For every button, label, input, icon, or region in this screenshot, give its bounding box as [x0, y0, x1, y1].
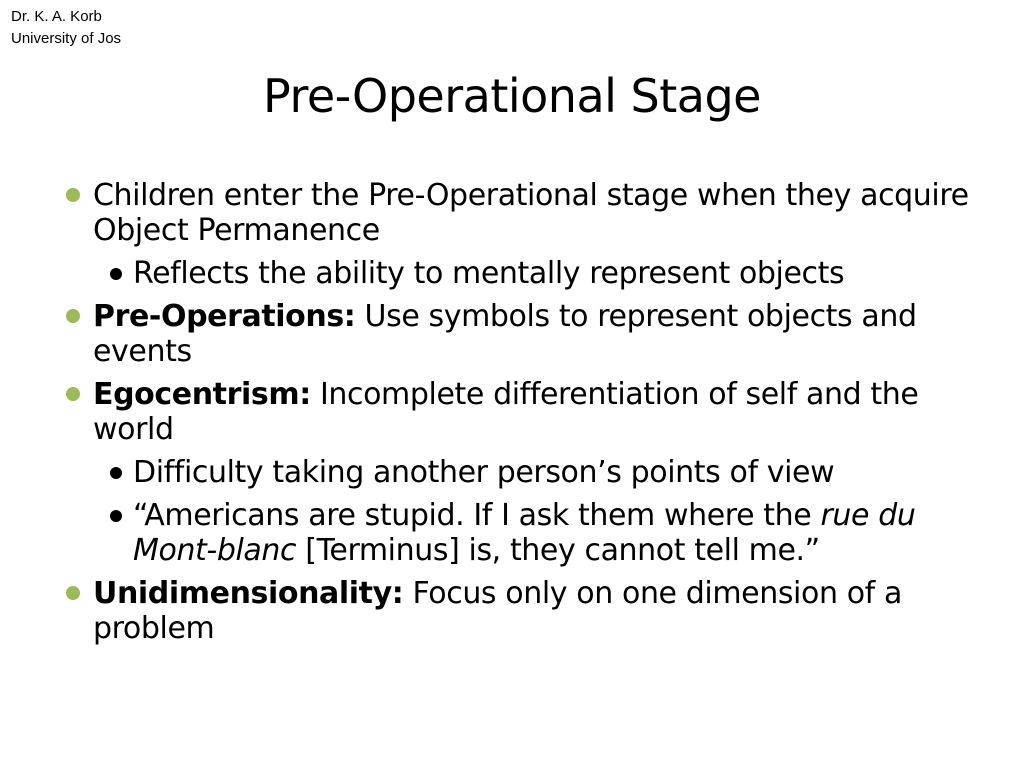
sub-bullet-item-quote [104, 498, 973, 568]
bullet-text: Use symbols to represent objects and events [93, 299, 917, 369]
quote-text-end: [Terminus] is, they cannot tell me.” [296, 533, 820, 568]
bullet-term: Pre-Operations: [93, 299, 356, 334]
black-bullet-icon [110, 510, 122, 522]
bullet-term: Egocentrism: [93, 377, 311, 412]
sub-bullet-text: Difficulty taking another person’s points of view [133, 455, 835, 490]
author-affiliation: University of Jos [11, 30, 122, 47]
quote-italic-street: rue du Mont-blanc [133, 498, 916, 568]
green-bullet-icon [66, 586, 80, 600]
bullet-list [62, 178, 982, 654]
bullet-item-object-permanence [62, 178, 982, 248]
bullet-text: Focus only on one dimension of a problem [93, 576, 902, 646]
quote-text-start: “Americans are stupid. If I ask them where the [133, 498, 821, 533]
sub-bullet-item-points-of-view [104, 455, 973, 490]
black-bullet-icon [110, 467, 122, 479]
bullet-item-pre-operations [62, 299, 982, 369]
bullet-item-unidimensionality [62, 576, 982, 646]
bullet-text: Children enter the Pre-Operational stage when they acquire Object Permanence [93, 178, 969, 248]
green-bullet-icon [66, 309, 80, 323]
author-credit [11, 6, 121, 50]
green-bullet-icon [66, 387, 80, 401]
bullet-item-egocentrism [62, 377, 982, 447]
sub-bullet-text: Reflects the ability to mentally represent objects [133, 256, 845, 291]
black-bullet-icon [110, 268, 122, 280]
author-name: Dr. K. A. Korb [11, 8, 102, 25]
bullet-text: Incomplete differentiation of self and the world [93, 377, 919, 447]
bullet-term: Unidimensionality: [93, 576, 404, 611]
slide-title: Pre-Operational Stage [263, 69, 761, 123]
sub-bullet-item-mental-representation [104, 256, 973, 291]
green-bullet-icon [66, 188, 80, 202]
